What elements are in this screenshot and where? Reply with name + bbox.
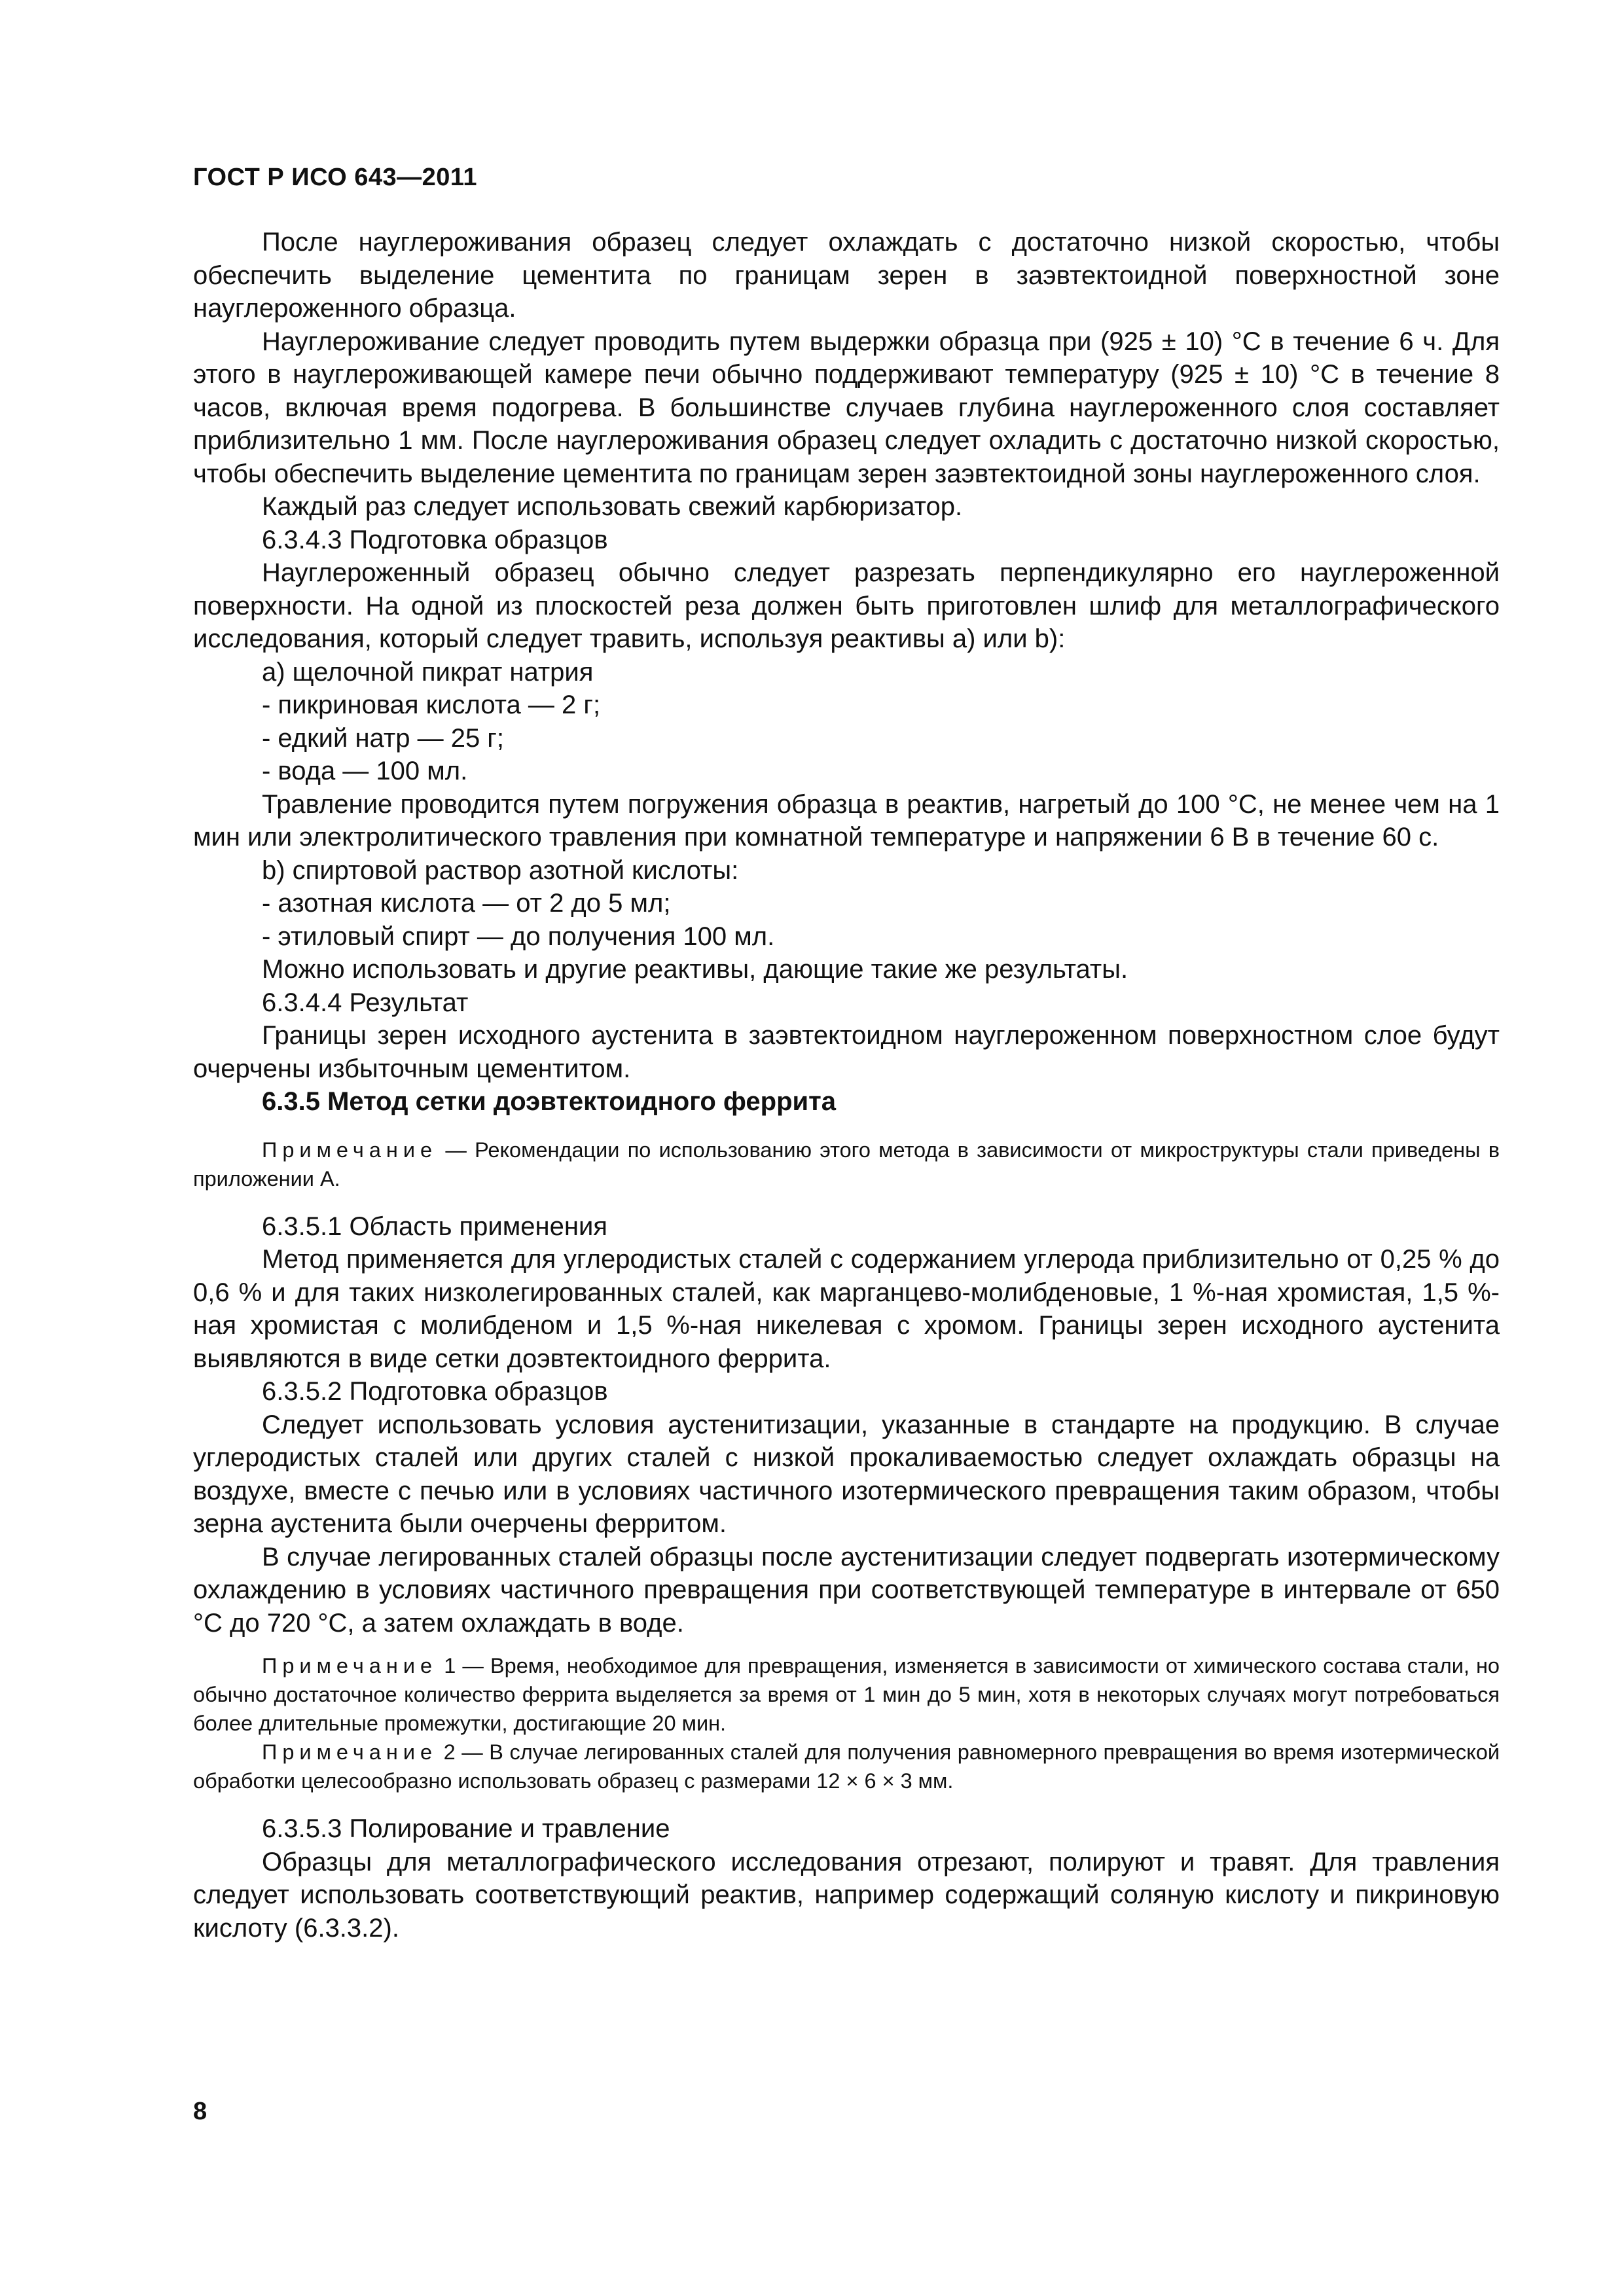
list-item: - едкий натр — 25 г; — [262, 723, 504, 753]
section-heading-6-3-5-2: 6.3.5.2 Подготовка образцов — [262, 1377, 608, 1406]
list-item: а) щелочной пикрат натрия — [262, 657, 594, 687]
page-number: 8 — [193, 2098, 208, 2125]
note-label: Примечание — [262, 1138, 438, 1162]
note-text: 1 — Время, необходимое для превращения, изменяется в зависимости от химического состава стали, но обычно достаточное количество феррита выделяется за время от 1 мин до 5 мин, хотя в некоторых случаях могут потребоваться более длительные промежутки, достигающие 20 мин. — [193, 1654, 1500, 1735]
paragraph: Следует использовать условия аустенитизации, указанные в стандарте на продукцию. В случае углеродистых сталей или других сталей с низкой прокаливаемостью следует охлаждать образцы на воздухе, вместе с печью или в условиях частичного изотермического превращения таким образом, чтобы зерна аустенита были очерчены ферритом. — [193, 1410, 1500, 1538]
note-label: Примечание — [262, 1740, 438, 1764]
paragraph: Травление проводится путем погружения образца в реактив, нагретый до 100 °С, не менее чем на 1 мин или электролитического травления при комнатной температуре и напряжении 6 В в течение 60 с. — [193, 789, 1500, 852]
paragraph: Образцы для металлографического исследования отрезают, полируют и травят. Для травления следует использовать соответствующий реактив, например содержащий соляную кислоту и пикриновую кислоту (6.3.3.2). — [193, 1847, 1500, 1943]
paragraph: Можно использовать и другие реактивы, дающие такие же результаты. — [262, 955, 1128, 984]
paragraph: В случае легированных сталей образцы после аустенитизации следует подвергать изотермическому охлаждению в условиях частичного превращения при соответствующей температуре в интервале от 650 °С до 720 °С, а затем охлаждать в воде. — [193, 1542, 1500, 1638]
paragraph: После науглероживания образец следует охлаждать с достаточно низкой скоростью, чтобы обеспечить выделение цементита по границам зерен в заэвтектоидной поверхностной зоне науглероженного образца. — [193, 228, 1500, 323]
section-heading-6-3-5-3: 6.3.5.3 Полирование и травление — [262, 1814, 670, 1843]
note — [193, 1738, 1500, 1795]
section-heading-6-3-4-3: 6.3.4.3 Подготовка образцов — [262, 525, 608, 554]
list-item: - пикриновая кислота — 2 г; — [262, 691, 601, 719]
note-text: — Рекомендации по использованию этого метода в зависимости от микроструктуры стали приведены в приложении А. — [193, 1138, 1500, 1191]
paragraph: Границы зерен исходного аустенита в заэвтектоидном науглероженном поверхностном слое будут очерчены избыточным цементитом. — [193, 1021, 1500, 1083]
section-heading-6-3-5-1: 6.3.5.1 Область применения — [262, 1211, 607, 1241]
note — [193, 1651, 1500, 1738]
note — [193, 1136, 1500, 1193]
section-heading-6-3-4-4: 6.3.4.4 Результат — [262, 988, 469, 1017]
note-label: Примечание — [262, 1654, 438, 1677]
document-body — [193, 226, 1500, 1945]
paragraph: Каждый раз следует использовать свежий карбюризатор. — [262, 492, 963, 521]
document-header: ГОСТ Р ИСО 643—2011 — [193, 164, 478, 191]
list-item: - этиловый спирт — до получения 100 мл. — [262, 922, 775, 951]
list-item: - азотная кислота — от 2 до 5 мл; — [262, 889, 671, 918]
paragraph: Метод применяется для углеродистых сталей с содержанием углерода приблизительно от 0,25 % до 0,6 % и для таких низколегированных сталей, как марганцево-молибденовые, 1 %-ная хромистая, 1,5 %-ная хромистая с молибденом и 1,5 %-ная никелевая с хромом. Границы зерен исходного аустенита выявляются в виде сетки доэвтектоидного феррита. — [193, 1245, 1500, 1373]
paragraph: Науглероживание следует проводить путем выдержки образца при (925 ± 10) °С в течение 6 ч. Для этого в науглероживающей камере печи обычно поддерживают температуру (925 ± 10) °С в течение 8 часов, включая время подогрева. В большинстве случаев глубина науглероженного слоя составляет приблизительно 1 мм. После науглероживания образец следует охладить с достаточно низкой скоростью, чтобы обеспечить выделение цементита по границам зерен заэвтектоидной зоны науглероженного слоя. — [193, 327, 1500, 488]
list-item: b) спиртовой раствор азотной кислоты: — [262, 855, 739, 885]
note-text: 2 — В случае легированных сталей для получения равномерного превращения во время изотермической обработки целесообразно использовать образец с размерами 12 × 6 × 3 мм. — [193, 1740, 1500, 1793]
paragraph: Науглероженный образец обычно следует разрезать перпендикулярно его науглероженной поверхности. На одной из плоскостей реза должен быть приготовлен шлиф для металлографического исследования, который следует травить, используя реактивы а) или b): — [193, 558, 1500, 653]
list-item: - вода — 100 мл. — [262, 757, 468, 785]
section-heading-6-3-5: 6.3.5 Метод сетки доэвтектоидного феррита — [262, 1087, 836, 1116]
